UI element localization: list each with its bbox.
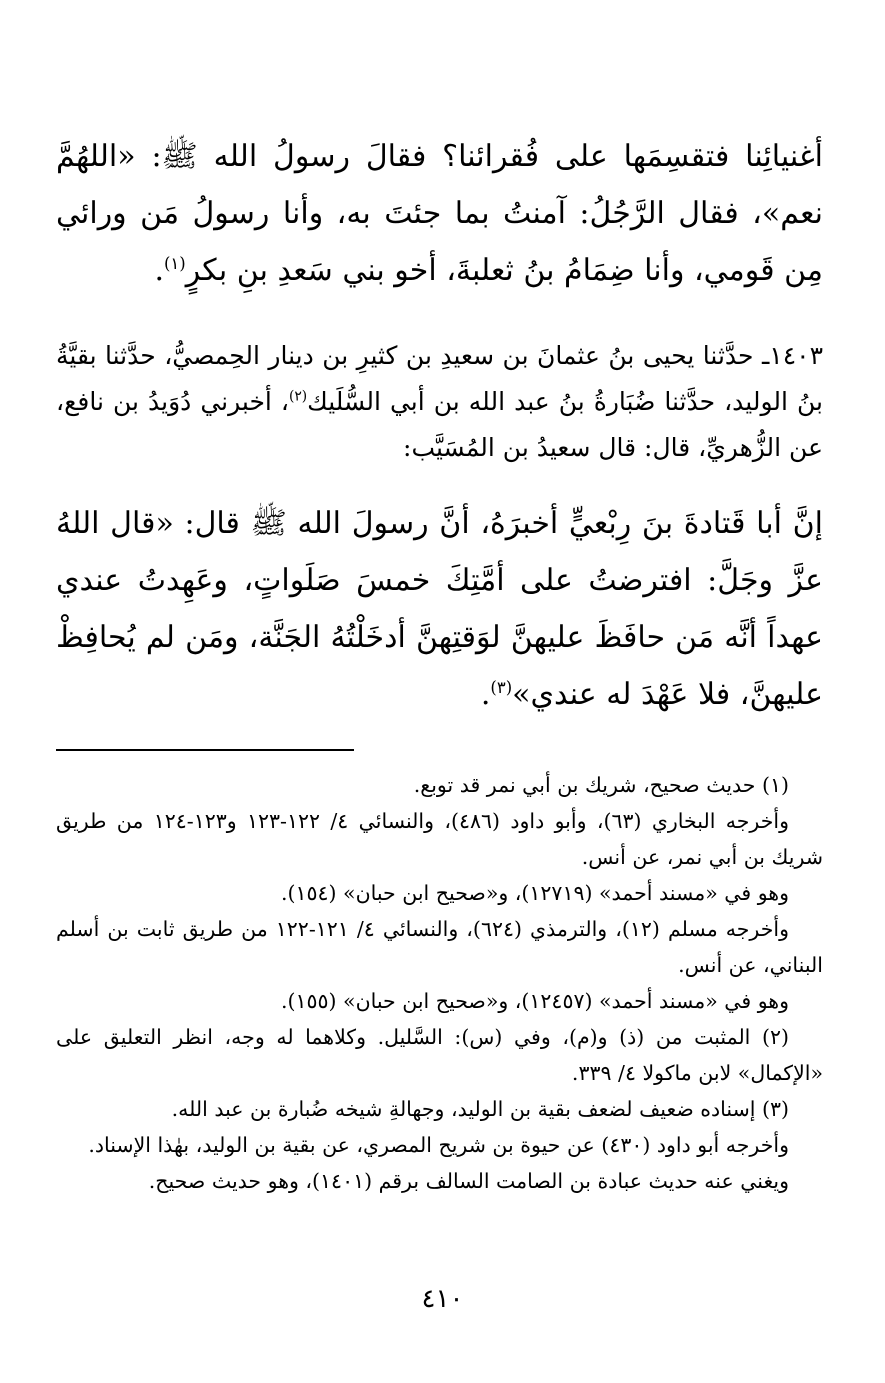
footnote-ref-1: (١) [163,254,186,273]
footnote-separator [56,749,354,751]
hadith-isnad: ١٤٠٣ـ حدَّثنا يحيى بنُ عثمانَ بن سعيدِ بن كثيرِ بن دينار الحِمصيُّ، حدَّثنا بقيَّةُ بنُ الوليد، حدَّثنا ضُبَارةُ بنُ عبد الله بن أبي السُّلَيك$^{(٢)}$، أخبرني دُوَيدُ بن نافع، عن الزُّهريِّ، قال: قال سعيدُ بن المُسَيَّب: [56,341,823,462]
footnote-1: (١) حديث صحيح، شريك بن أبي نمر قد توبع. [413,773,789,797]
footnote-2: (٢) المثبت من (ذ) و(م)، وفي (س): السَّليل. وكلاهما له وجه، انظر التعليق على «الإكمال» لابن ماكولا ٤/ ٣٣٩. [56,1025,823,1085]
paragraph-hadith-continuation: أغنيائِنا فتقسِمَها على فُقرائنا؟ فقالَ رسولُ الله ﷺ: «اللهُمَّ نعم»، فقال الرَّجُلُ: آمنتُ بما جئتَ به، وأنا رسولُ مَن ورائي مِن قَومي، وأنا ضِمَامُ بنُ ثعلبةَ، أخو بني سَعدِ بنِ بكرٍ$^{(١)}$. [56,139,823,288]
footnote-1-line-2: وأخرجه البخاري (٦٣)، وأبو داود (٤٨٦)، والنسائي ٤/ ١٢٢-١٢٣ و١٢٣-١٢٤ من طريق شريك بن أبي نمر، عن أنس. [56,809,823,869]
footnotes [56,767,823,1199]
footnote-ref-2: (٢) [289,388,308,405]
footnote-3-line-3: ويغني عنه حديث عبادة بن الصامت السالف برقم (١٤٠١)، وهو حديث صحيح. [148,1169,789,1193]
footnote-3: (٣) إسناده ضعيف لضعف بقية بن الوليد، وجهالةِ شيخه ضُبارة بن عبد الله. [171,1097,789,1121]
main-text [56,128,823,723]
footnote-1-line-4: وأخرجه مسلم (١٢)، والترمذي (٦٢٤)، والنسائي ٤/ ١٢١-١٢٢ من طريق ثابت بن أسلم البناني، عن أنس. [56,917,823,977]
footnote-ref-3: (٣) [490,678,513,697]
footnote-3-line-2: وأخرجه أبو داود (٤٣٠) عن حيوة بن شريح المصري، عن بقية بن الوليد، بهٰذا الإسناد. [88,1133,789,1157]
footnote-1-line-3: وهو في «مسند أحمد» (١٢٧١٩)، و«صحيح ابن حبان» (١٥٤). [280,881,789,905]
footnote-1-line-5: وهو في «مسند أحمد» (١٢٤٥٧)، و«صحيح ابن حبان» (١٥٥). [280,989,789,1013]
hadith-matn: إنَّ أبا قَتادةَ بنَ رِبْعيٍّ أخبرَهُ، أنَّ رسولَ الله ﷺ قال: «قال اللهُ عزَّ وجَلَّ: افترضتُ على أمَّتِكَ خمسَ صَلَواتٍ، وعَهِدتُ عندي عهداً أنَّه مَن حافَظَ عليهنَّ لوَقتِهنَّ أدخَلْتُهُ الجَنَّة، ومَن لم يُحافِظْ عليهنَّ، فلا عَهْدَ له عندي»$^{(٣)}$. [56,506,823,712]
page-number: ٤١٠ [421,1284,464,1314]
